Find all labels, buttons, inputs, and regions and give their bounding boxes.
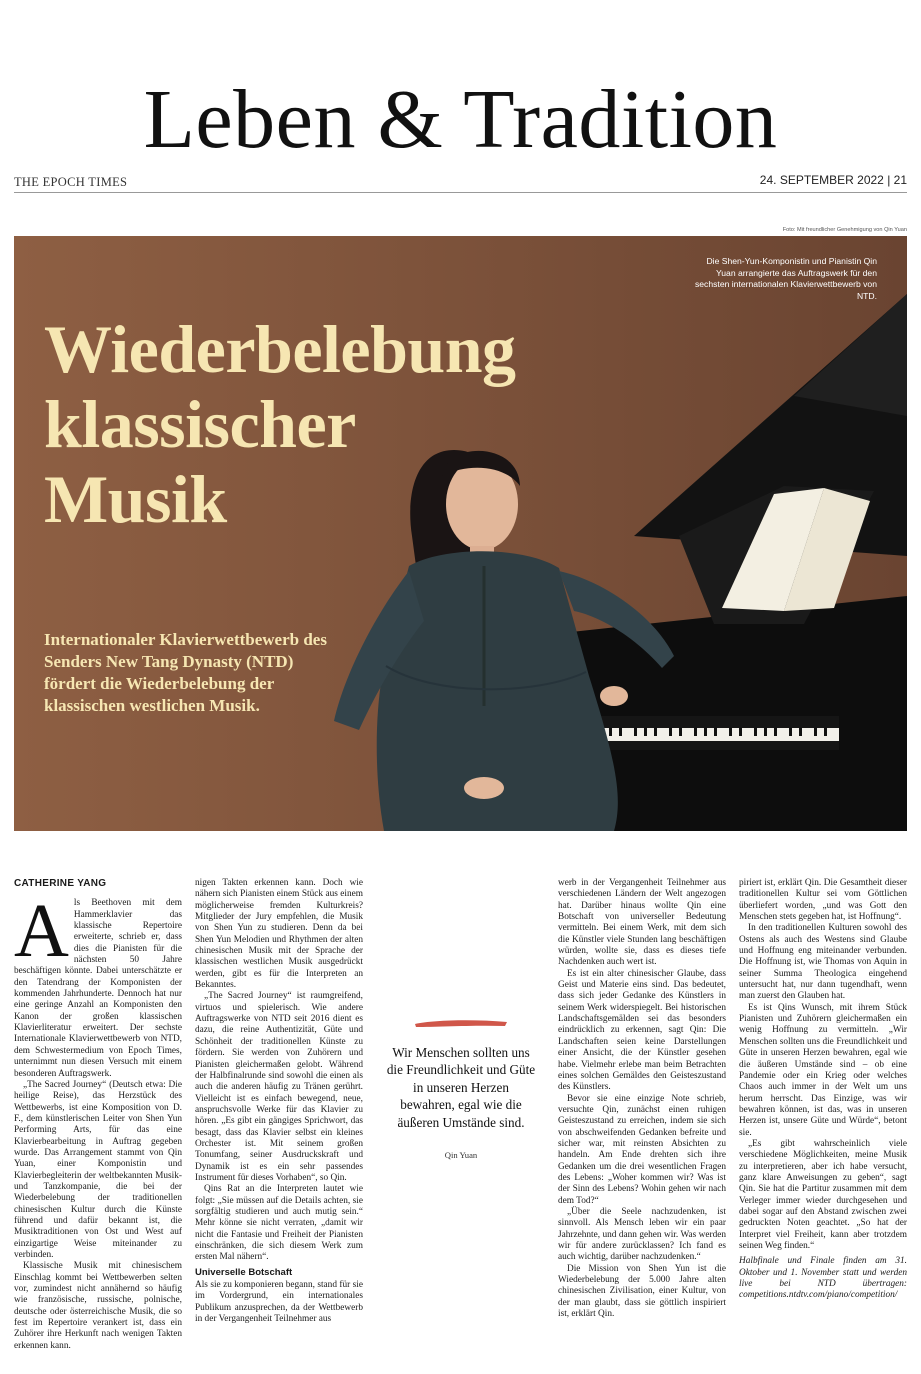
article-column-3 xyxy=(558,878,726,1364)
paragraph: „Über die Seele nachzudenken, ist sinnvoll. Als Mensch leben wir ein paar Jahrzehnte, und dann gehen wir. Was werden wir für andere zurücklassen? Ich fand es auch wichtig, darüber nachzudenken.“ xyxy=(558,1206,726,1263)
headline-line-2: klassischer xyxy=(44,386,356,462)
closing-note: Halbfinale und Finale finden am 31. Oktober und 1. November statt und werden live bei NTD übertragen: competitions.ntdtv.com/piano/competition/ xyxy=(739,1256,907,1301)
hero-photo xyxy=(14,236,907,831)
paragraph: piriert ist, erklärt Qin. Die Gesamtheit dieser traditionellen Kultur sei vom Göttlichen überliefert worden, „und was Gott den Menschen stets gegeben hat, ist Hoffnung“. xyxy=(739,878,907,923)
paragraph: Es ist ein alter chinesischer Glaube, dass Geist und Materie eins sind. Das bedeutet, dass sich jeder Gedanke des Künstlers in seinem Werk widerspiegelt. Bei historischen Landschaftsgemälden sei das besonders eindrücklich zu erkennen, sagt Qin: Die Landschaften seien keine Darstellungen einer Ansicht, die der Künstler gesehen habe. Vielmehr erlebe man beim Betrachten eines solchen Gemäldes den Geisteszustand des Künstlers. xyxy=(558,968,726,1093)
drop-cap: A xyxy=(14,889,69,974)
headline-line-1: Wiederbelebung xyxy=(44,311,516,387)
paragraph: „The Sacred Journey“ (Deutsch etwa: Die heilige Reise), das Herzstück des Wettbewerbs, ist eine Komposition von D. F., dem künstlerischen Leiter von Shen Yun Performing Arts, für das eine Klavierbearbeitung in Auftrag gegeben wurde. Das Arrangement stammt von Qin Yuan, einer Komponistin und Klavierbegleiterin der weltbekannten Musik- und Tanzkompanie, die bei der Wiederbelebung der traditionellen chinesischen Kultur durch die Künste führend und dafür bekannt ist, die Musiktraditionen von Ost und West auf einzigartige Weise miteinander zu verbinden. xyxy=(14,1079,182,1260)
paragraph: Als sie zu komponieren begann, stand für sie im Vordergrund, ein internationales Publikum anzusprechen, da der Wettbewerb in der Vergangenheit Teilnehmer aus xyxy=(195,1280,363,1325)
article-column-1 xyxy=(14,878,182,1364)
article-column-4 xyxy=(739,878,907,1364)
article-column-2 xyxy=(195,878,363,1364)
article-deck: Internationaler Klavierwettbewerb des Senders New Tang Dynasty (NTD) fördert die Wiederbelebung der klassischen westlichen Musik. xyxy=(44,630,327,715)
paragraph: ls Beethoven mit dem Hammerklavier das klassische Repertoire erweiterte, schrieb er, dass dies die Pianisten für die nächsten 50 Jahre beschäftigen könnte. Dabei unterschätzte er den Tatendrang der Komponisten der kommenden Jahrhunderte. Dennoch hat nur eine geringe Anzahl an Komponisten den Kanon der großen klassischen Klavierliteratur erweitert. Der sechste Internationale Klavierwettbewerb von NTD, dem Schwestermedium von Epoch Times, unternimmt nun diesen Versuch mit einem besonderen Auftragswerk. xyxy=(14,898,182,1079)
paragraph: Die Mission von Shen Yun ist die Wiederbelebung der 5.000 Jahre alten chinesischen Zivilisation, einer Kultur, von der man glaubt, dass sie göttlich inspiriert ist, erklärt Qin. xyxy=(558,1263,726,1320)
paragraph: nigen Takten erkennen kann. Doch wie nähern sich Pianisten einem Stück aus einem möglicherweise fremden Kulturkreis? Mitglieder der Jury empfehlen, die Musik von Shen Yun zu studieren. Denn da bei Shen Yun Melodien und Rhythmen der alten chinesischen Musik mit der Sprache der klassischen westlichen Musik ausgedrückt werden, gibt es für die Interpreten an Bekanntes. xyxy=(195,878,363,991)
paragraph: Bevor sie eine einzige Note schrieb, versuchte Qin, zunächst einen ruhigen Geisteszustand zu erreichen, indem sie sich von abschweifenden Gedanken befreite und sicher war, mit reinsten Absichten zu handeln. Am Ende drehten sich ihre Gedanken um die drei wesentlichen Fragen des Lebens: „Woher kommen wir? Was ist der Sinn des Lebens? Wohin gehen wir nach dem Tod?“ xyxy=(558,1093,726,1206)
paragraph: Klassische Musik mit chinesischem Einschlag kommt bei Wettbewerben selten vor, zumindest nicht annähernd so häufig wie französische, russische, polnische, deutsche oder österreichische Musik, die so fest im Repertoire verankert ist, dass ein Zuhörer ihre Herkunft nach wenigen Takten erkennen kann. xyxy=(14,1261,182,1351)
date-page: 24. SEPTEMBER 2022 | 21 xyxy=(759,173,907,187)
paper-name: THE EPOCH TIMES xyxy=(14,175,128,189)
author-byline: CATHERINE YANG xyxy=(14,878,107,889)
headline-line-3: Musik xyxy=(44,461,227,537)
quote-brush-stroke xyxy=(413,1017,509,1029)
paragraph: werb in der Vergangenheit Teilnehmer aus verschiedenen Ländern der Welt angezogen hat. Darüber hinaus wollte Qin eine Botschaft von universeller Bedeutung vermitteln. Bei einem Werk, mit dem sich die Künstler viele Stunden lang beschäftigen würden, wollte sie, dass es dieses tiefe Nachdenken auch wert ist. xyxy=(558,878,726,968)
quote-source: Qin Yuan xyxy=(444,1150,478,1160)
paragraph: Es ist Qins Wunsch, mit ihrem Stück Pianisten und Zuhörern gleichermaßen ein wenig Hoffnung zu vermitteln. „Wir Menschen sollten uns die Freundlichkeit und Güte in unseren Herzen bewahren, egal wie die äußeren Umstände sind – ob eine Pandemie oder ein Krieg oder welches Chaos auch immer in der Welt um uns herum herrscht. Das Einzige, was wir bewahren können, ist das, was in unseren Herzen ist, unsere Güte und Würde“, betont sie. xyxy=(739,1002,907,1138)
pull-quote: Wir Menschen sollten uns die Freundlichkeit und Güte in unseren Herzen bewahren, egal wie die äußeren Umstände sind. xyxy=(386,1045,536,1130)
paragraph: In den traditionellen Kulturen sowohl des Ostens als auch des Westens sind Glaube und Hoffnung eng miteinander verbunden. Die Hoffnung ist, wie Thomas von Aquin in seiner Summa Theologica eingehend untersucht hat, nur dann tugendhaft, wenn man zuerst den Glauben hat. xyxy=(739,923,907,1002)
masthead: Leben & Tradition xyxy=(143,73,778,166)
subheading: Universelle Botschaft xyxy=(195,1266,293,1278)
paragraph: Qins Rat an die Interpreten lautet wie folgt: „Sie müssen auf die Details achten, sie sorgfältig studieren und auch mutig sein.“ Mehr könne sie nicht verraten, „damit wir nicht die Fantasie und Freiheit der Pianisten einschränken, die sich diesem Werk zum ersten Mal nähern“. xyxy=(195,1184,363,1263)
paragraph: „The Sacred Journey“ ist raumgreifend, virtuos und spielerisch. Wie andere Auftragswerke von NTD seit 2016 dient es dazu, die reine Authentizität, Güte und Schönheit der traditionellen Künste zu fördern. Sie werden von Zuhörern und Pianisten gleichermaßen gelobt. Während der Halbfinalrunde sind sowohl die einen als auch die anderen häufig zu Tränen gerührt. Vielleicht ist es einfach bewegend, neue, anspruchsvolle Werke für das Klavier zu hören. „Es gibt ein gängiges Sprichwort, das besagt, dass das Klavier selbst ein kleines Orchester ist. Mit seinem großen Tonumfang, seiner Ausdruckskraft und Dynamik ist es ein sehr passendes Instrument für dieses Vorhaben“, so Qin. xyxy=(195,991,363,1183)
photo-caption: Die Shen-Yun-Komponistin und Pianistin Qin Yuan arrangierte das Auftragswerk für den sechsten internationalen Klavierwettbewerb von NTD. xyxy=(694,256,877,301)
article-headline xyxy=(44,312,516,537)
paragraph: „Es gibt wahrscheinlich viele verschiedene Möglichkeiten, meine Musik zu interpretieren, aber ich habe versucht, ganz klare Anweisungen zu geben“, sagt Qin. Sie hat die Partitur zusammen mit dem Verleger immer wieder durchgesehen und dabei sogar auf den Abstand zwischen zwei gedruckten Noten geachtet. „So hat der Interpret viel Freiheit, kann aber trotzdem seinen Weg finden.“ xyxy=(739,1138,907,1251)
header-rule xyxy=(14,192,907,193)
photo-credit: Foto: Mit freundlicher Genehmigung von Qin Yuan xyxy=(782,227,907,233)
